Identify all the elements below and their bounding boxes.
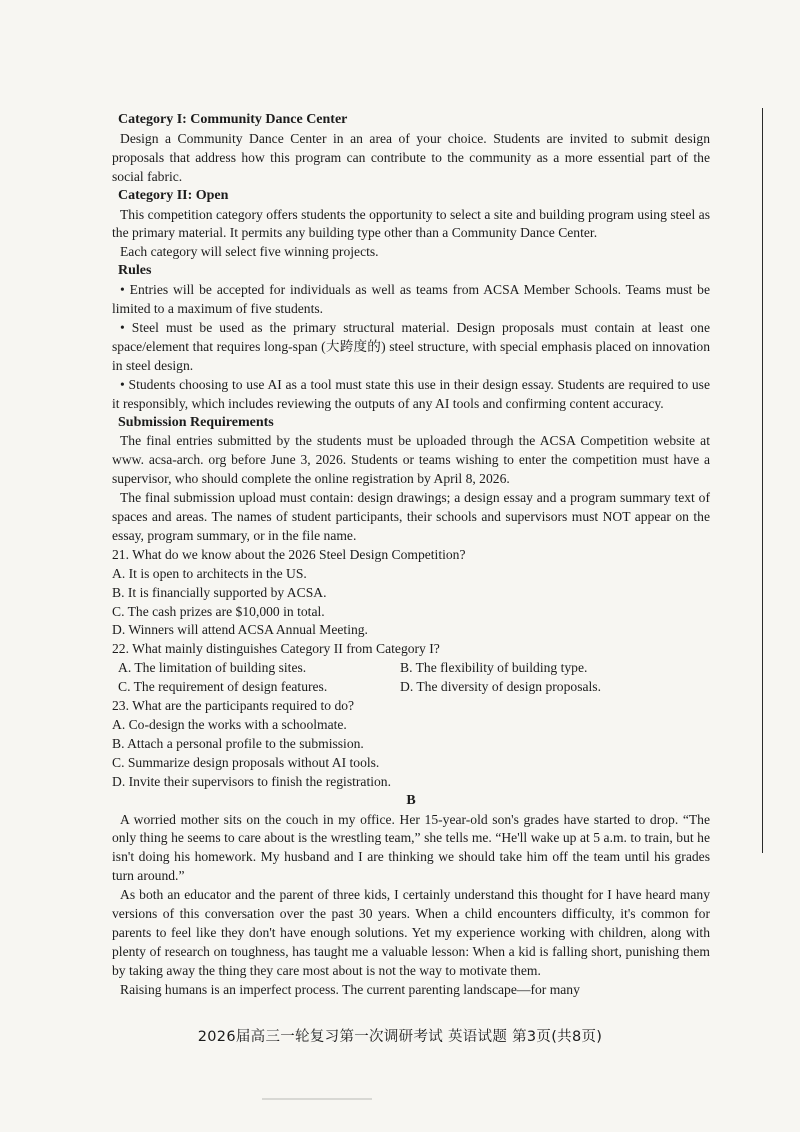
question-22-row	[118, 659, 710, 678]
question-22-stem: 22. What mainly distinguishes Category II from Category I?	[112, 641, 440, 657]
section-b-label: B	[406, 792, 416, 808]
scan-mark	[262, 1098, 372, 1100]
question-21-option: B. It is financially supported by ACSA.	[112, 584, 327, 600]
question-21-option: C. The cash prizes are $10,000 in total.	[112, 603, 325, 619]
question-22-option-d: D. The diversity of design proposals.	[400, 679, 601, 695]
question-23-option: D. Invite their supervisors to finish the registration.	[112, 773, 391, 789]
submission-heading: Submission Requirements	[118, 414, 274, 430]
question-23-option: C. Summarize design proposals without AI tools.	[112, 754, 380, 770]
passage-b-p2: As both an educator and the parent of three kids, I certainly understand this thought for I have heard many versions of this conversation over the past 30 years. When a child encounters difficulty, it's common for parents to feel like they don't have enough solutions. Yet my experience working with children, along with plenty of research on toughness, has taught me a valuable lesson: When a kid is falling short, punishing them by taking away the thing they care most about is not the way to motivate them.	[112, 887, 710, 978]
passage-b-p1: A worried mother sits on the couch in my office. Her 15-year-old son's grades have started to drop. “The only thing he seems to care about is the wrestling team,” she tells me. “He'll wake up at 5 a.m. to train, but he isn't doing his homework. My husband and I are thinking we should take him off the team until his grades turn around.”	[112, 811, 710, 884]
question-21-option: A. It is open to architects in the US.	[112, 565, 307, 581]
submission-p1: The final entries submitted by the students must be uploaded through the ACSA Competition website at www. acsa-arch. org before June 3, 2026. Students or teams wishing to enter the competition must have a supervisor, who should complete the online registration by April 8, 2026.	[112, 433, 710, 487]
category2-text: This competition category offers students the opportunity to select a site and building program using steel as the primary material. It permits any building type other than a Community Dance Center.	[112, 206, 710, 241]
category2-text2: Each category will select five winning projects.	[120, 244, 379, 260]
rule-item: • Students choosing to use AI as a tool must state this use in their design essay. Students are required to use it responsibly, which includes reviewing the outputs of any AI tools and confirming content accuracy.	[112, 376, 710, 411]
rule-item: • Steel must be used as the primary structural material. Design proposals must contain at least one space/element that requires long-span (大跨度的) steel structure, with special emphasis placed on innovation in steel design.	[112, 319, 710, 373]
passage-b-p3: Raising humans is an imperfect process. The current parenting landscape—for many	[120, 981, 580, 997]
margin-rule	[762, 108, 763, 853]
question-23-option: A. Co-design the works with a schoolmate.	[112, 717, 347, 732]
question-23-stem: 23. What are the participants required to do?	[112, 698, 355, 714]
question-21-stem: 21. What do we know about the 2026 Steel Design Competition?	[112, 546, 466, 562]
page-content	[112, 111, 710, 1000]
question-22-option-c: C. The requirement of design features.	[118, 679, 328, 695]
rules-heading: Rules	[118, 263, 152, 279]
question-22-option-a: A. The limitation of building sites.	[118, 660, 307, 676]
page-footer: 2026届高三一轮复习第一次调研考试 英语试题 第3页(共8页)	[197, 1029, 603, 1045]
question-22-row	[118, 678, 710, 697]
category1-heading: Category I: Community Dance Center	[118, 112, 348, 127]
question-21-option: D. Winners will attend ACSA Annual Meeting.	[112, 622, 368, 638]
rule-item: • Entries will be accepted for individuals as well as teams from ACSA Member Schools. Teams must be limited to a maximum of five students.	[112, 282, 710, 317]
submission-p2: The final submission upload must contain: design drawings; a design essay and a program summary text of spaces and areas. The names of student participants, their schools and supervisors must NOT appear on the essay, program summary, or in the file name.	[112, 490, 710, 543]
category1-text: Design a Community Dance Center in an area of your choice. Students are invited to submit design proposals that address how this program can contribute to the community as a more essential part of the social fabric.	[112, 130, 710, 184]
category2-heading: Category II: Open	[118, 187, 229, 203]
question-23-option: B. Attach a personal profile to the submission.	[112, 735, 364, 751]
question-22-option-b: B. The flexibility of building type.	[400, 660, 588, 676]
